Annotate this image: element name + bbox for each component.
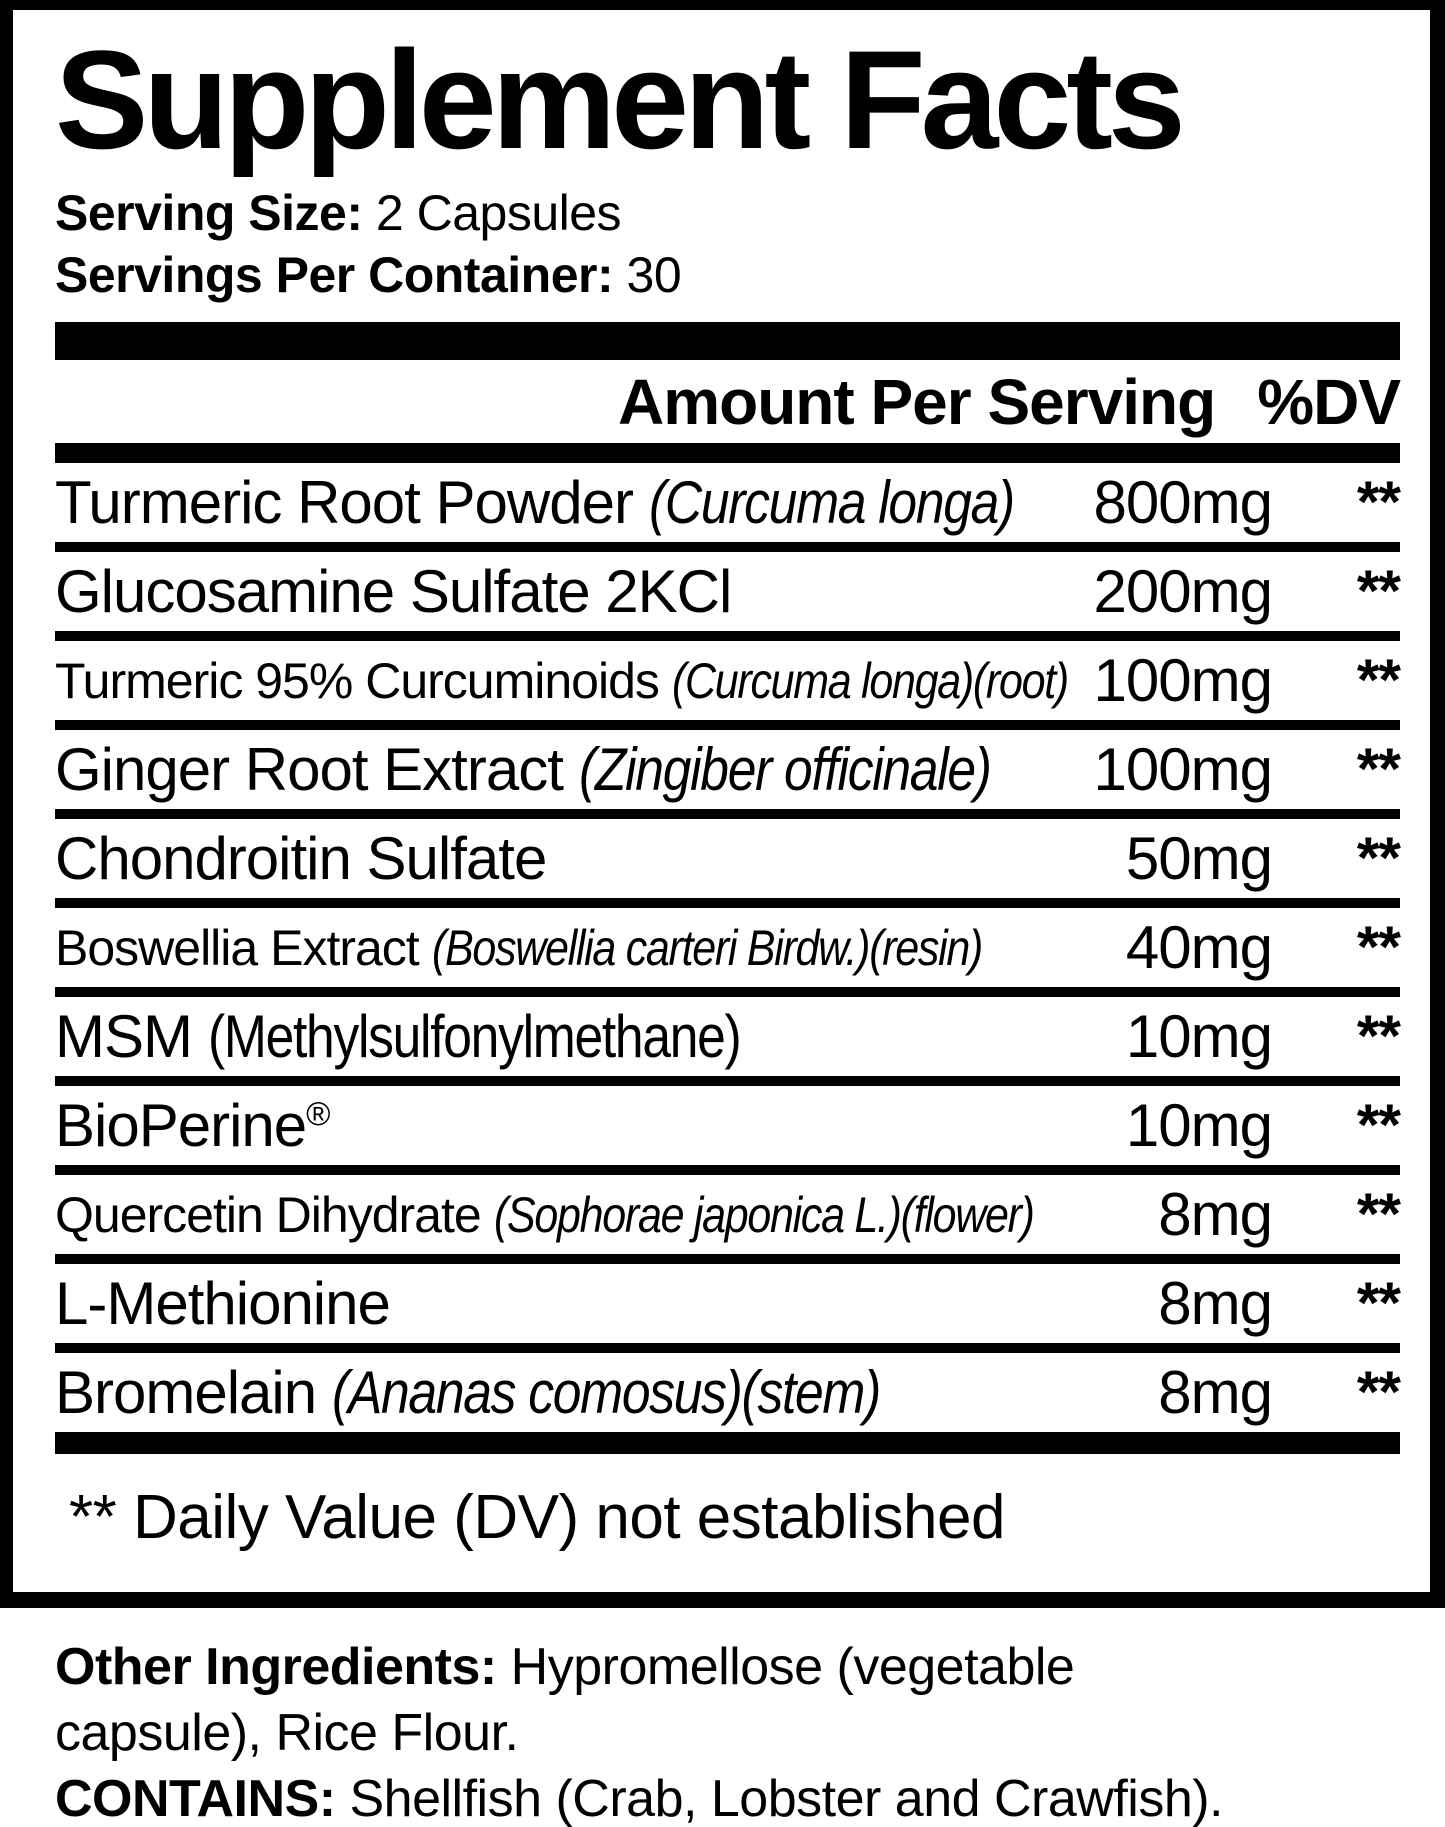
ingredient-name: Ginger Root Extract (Zingiber officinale) bbox=[55, 736, 991, 803]
dv-header: %DV bbox=[1257, 365, 1400, 438]
ingredient-row bbox=[55, 819, 1400, 908]
ingredient-name: Quercetin Dihydrate (Sophorae japonica L.)(flower) bbox=[55, 1186, 1034, 1243]
ingredient-dv: ** bbox=[1356, 826, 1400, 891]
other-ingredients-section bbox=[0, 1634, 1445, 1827]
ingredient-amount: 10mg bbox=[1125, 1003, 1272, 1070]
dv-footnote: ** Daily Value (DV) not established bbox=[69, 1482, 1005, 1552]
table-header bbox=[55, 360, 1400, 443]
ingredient-name: BioPerine® bbox=[55, 1092, 330, 1159]
ingredient-name: Turmeric Root Powder (Curcuma longa) bbox=[55, 469, 1014, 536]
ingredient-row bbox=[55, 997, 1400, 1086]
ingredient-name: Glucosamine Sulfate 2KCl bbox=[55, 558, 732, 625]
ingredient-amount: 8mg bbox=[1158, 1270, 1272, 1337]
ingredient-name: Boswellia Extract (Boswellia carteri Birdw.)(resin) bbox=[55, 919, 982, 976]
ingredient-row bbox=[55, 463, 1400, 552]
ingredient-name: Bromelain (Ananas comosus)(stem) bbox=[55, 1359, 880, 1426]
ingredient-name: MSM (Methylsulfonylmethane) bbox=[55, 1003, 741, 1070]
ingredient-row bbox=[55, 1175, 1400, 1264]
ingredient-botanical-name: (Zingiber officinale) bbox=[578, 736, 991, 803]
ingredient-dv: ** bbox=[1356, 1093, 1400, 1158]
serving-info bbox=[55, 182, 1400, 306]
ingredient-row bbox=[55, 1086, 1400, 1175]
ingredient-row bbox=[55, 1264, 1400, 1353]
ingredient-amount: 800mg bbox=[1093, 469, 1272, 536]
ingredient-amount: 40mg bbox=[1125, 914, 1272, 981]
servings-per-container-label: Servings Per Container: bbox=[55, 247, 614, 303]
ingredient-row bbox=[55, 730, 1400, 819]
ingredient-row bbox=[55, 641, 1400, 730]
other-ingredients-label: Other Ingredients: bbox=[55, 1638, 497, 1696]
ingredient-dv: ** bbox=[1356, 470, 1400, 535]
servings-per-container-value: 30 bbox=[626, 247, 682, 303]
ingredient-row bbox=[55, 908, 1400, 997]
ingredient-dv: ** bbox=[1356, 915, 1400, 980]
ingredient-dv: ** bbox=[1356, 559, 1400, 624]
registered-mark: ® bbox=[306, 1095, 330, 1132]
ingredient-dv: ** bbox=[1356, 1360, 1400, 1425]
amount-per-serving-header: Amount Per Serving bbox=[617, 365, 1216, 438]
ingredient-amount: 100mg bbox=[1093, 647, 1272, 714]
ingredient-name: Chondroitin Sulfate bbox=[55, 825, 547, 892]
ingredient-botanical-name: (Boswellia carteri Birdw.)(resin) bbox=[431, 919, 982, 976]
separator-bar-thin bbox=[55, 443, 1400, 463]
contains-label: CONTAINS: bbox=[55, 1770, 336, 1827]
ingredient-botanical-name: (Curcuma longa)(root) bbox=[671, 652, 1068, 709]
ingredient-dv: ** bbox=[1356, 1182, 1400, 1247]
ingredient-amount: 8mg bbox=[1158, 1181, 1272, 1248]
panel-title: Supplement Facts bbox=[55, 21, 1181, 178]
serving-size-label: Serving Size: bbox=[55, 185, 363, 241]
contains-text: Shellfish (Crab, Lobster and Crawfish). bbox=[349, 1770, 1224, 1827]
ingredient-table bbox=[55, 463, 1400, 1454]
ingredient-botanical-name: (Sophorae japonica L.)(flower) bbox=[493, 1186, 1034, 1243]
ingredient-botanical-name: (Methylsulfonylmethane) bbox=[207, 1003, 741, 1070]
ingredient-name: Turmeric 95% Curcuminoids (Curcuma longa)(root) bbox=[55, 652, 1068, 709]
ingredient-dv: ** bbox=[1356, 1004, 1400, 1069]
ingredient-botanical-name: (Curcuma longa) bbox=[648, 469, 1014, 536]
ingredient-dv: ** bbox=[1356, 1271, 1400, 1336]
ingredient-dv: ** bbox=[1356, 737, 1400, 802]
serving-size-line bbox=[55, 182, 1400, 244]
ingredient-row bbox=[55, 1353, 1400, 1454]
ingredient-amount: 10mg bbox=[1125, 1092, 1272, 1159]
ingredient-botanical-name: (Ananas comosus)(stem) bbox=[331, 1359, 880, 1426]
other-ingredients-para bbox=[55, 1634, 1215, 1766]
ingredient-dv: ** bbox=[1356, 648, 1400, 713]
serving-size-value: 2 Capsules bbox=[375, 185, 622, 241]
servings-per-container-line bbox=[55, 244, 1400, 306]
ingredient-amount: 100mg bbox=[1093, 736, 1272, 803]
ingredient-amount: 8mg bbox=[1158, 1359, 1272, 1426]
contains-para bbox=[55, 1766, 1415, 1827]
ingredient-row bbox=[55, 552, 1400, 641]
ingredient-amount: 200mg bbox=[1093, 558, 1272, 625]
separator-bar-thick bbox=[55, 322, 1400, 360]
ingredient-name: L-Methionine bbox=[55, 1270, 390, 1337]
ingredient-amount: 50mg bbox=[1125, 825, 1272, 892]
other-ingredients-text: Hypromellose (vegetable capsule), Rice Flour. bbox=[55, 1638, 1075, 1762]
